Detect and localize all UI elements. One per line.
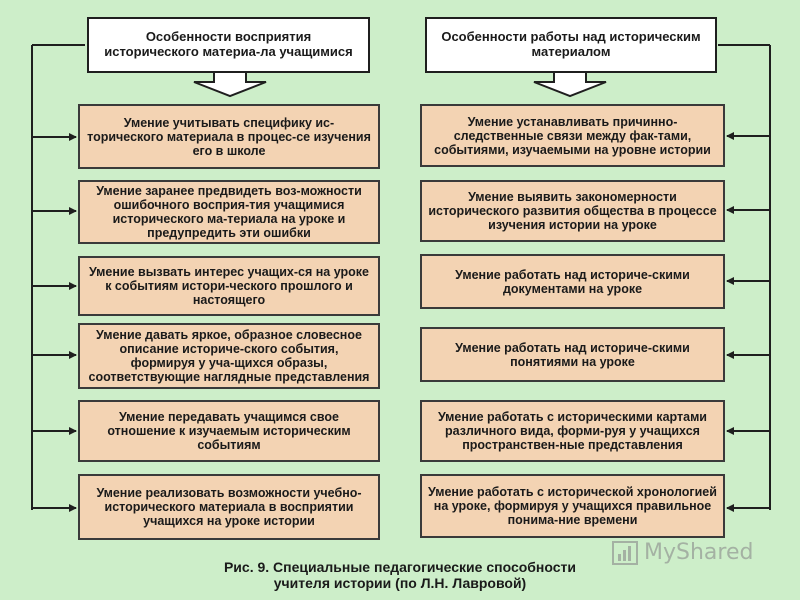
right-item-1: Умение устанавливать причинно-следственные связи между фак-тами, событиями, изучаемыми на уровне истории bbox=[420, 104, 725, 167]
left-item-3: Умение вызвать интерес учащих-ся на уроке к событиям истори-ческого прошлого и настоящего bbox=[78, 256, 380, 316]
right-block-arrow bbox=[534, 72, 606, 96]
left-block-arrow bbox=[194, 72, 266, 96]
left-item-2: Умение заранее предвидеть воз-можности ошибочного восприя-тия учащимися исторического ма-териала на уроке и предупредить эти ошибки bbox=[78, 180, 380, 244]
left-item-6: Умение реализовать возможности учебно-исторического материала в восприятии учащихся на уроке истории bbox=[78, 474, 380, 540]
right-item-2: Умение выявить закономерности исторического развития общества в процессе изучения истории на уроке bbox=[420, 180, 725, 242]
left-item-1: Умение учитывать специфику ис-торического материала в процес-се изучения его в школе bbox=[78, 104, 380, 169]
caption-line-1: Рис. 9. Специальные педагогические способности bbox=[223, 559, 577, 575]
right-column-header: Особенности работы над историческим материалом bbox=[425, 17, 717, 73]
bar-chart-icon bbox=[612, 541, 638, 565]
figure-caption bbox=[110, 560, 690, 591]
left-item-5: Умение передавать учащимся свое отношение к изучаемым историческим событиям bbox=[78, 400, 380, 462]
right-item-5: Умение работать с историческими картами различного вида, форми-руя у учащихся пространствен-ные представления bbox=[420, 400, 725, 462]
right-item-3: Умение работать над историче-скими документами на уроке bbox=[420, 254, 725, 309]
left-column-header: Особенности восприятия исторического материа-ла учащимися bbox=[87, 17, 370, 73]
right-item-4: Умение работать над историче-скими понятиями на уроке bbox=[420, 327, 725, 382]
caption-line-2: учителя истории (по Л.Н. Лавровой) bbox=[273, 574, 527, 591]
right-item-6: Умение работать с исторической хронологией на уроке, формируя у учащихся правильное понима-ние времени bbox=[420, 474, 725, 538]
left-item-4: Умение давать яркое, образное словесное описание историче-ского события, формируя у уча-щихся образы, соответствующие наглядные представления bbox=[78, 323, 380, 389]
watermark bbox=[612, 540, 753, 565]
watermark-text: MyShared bbox=[644, 540, 754, 565]
